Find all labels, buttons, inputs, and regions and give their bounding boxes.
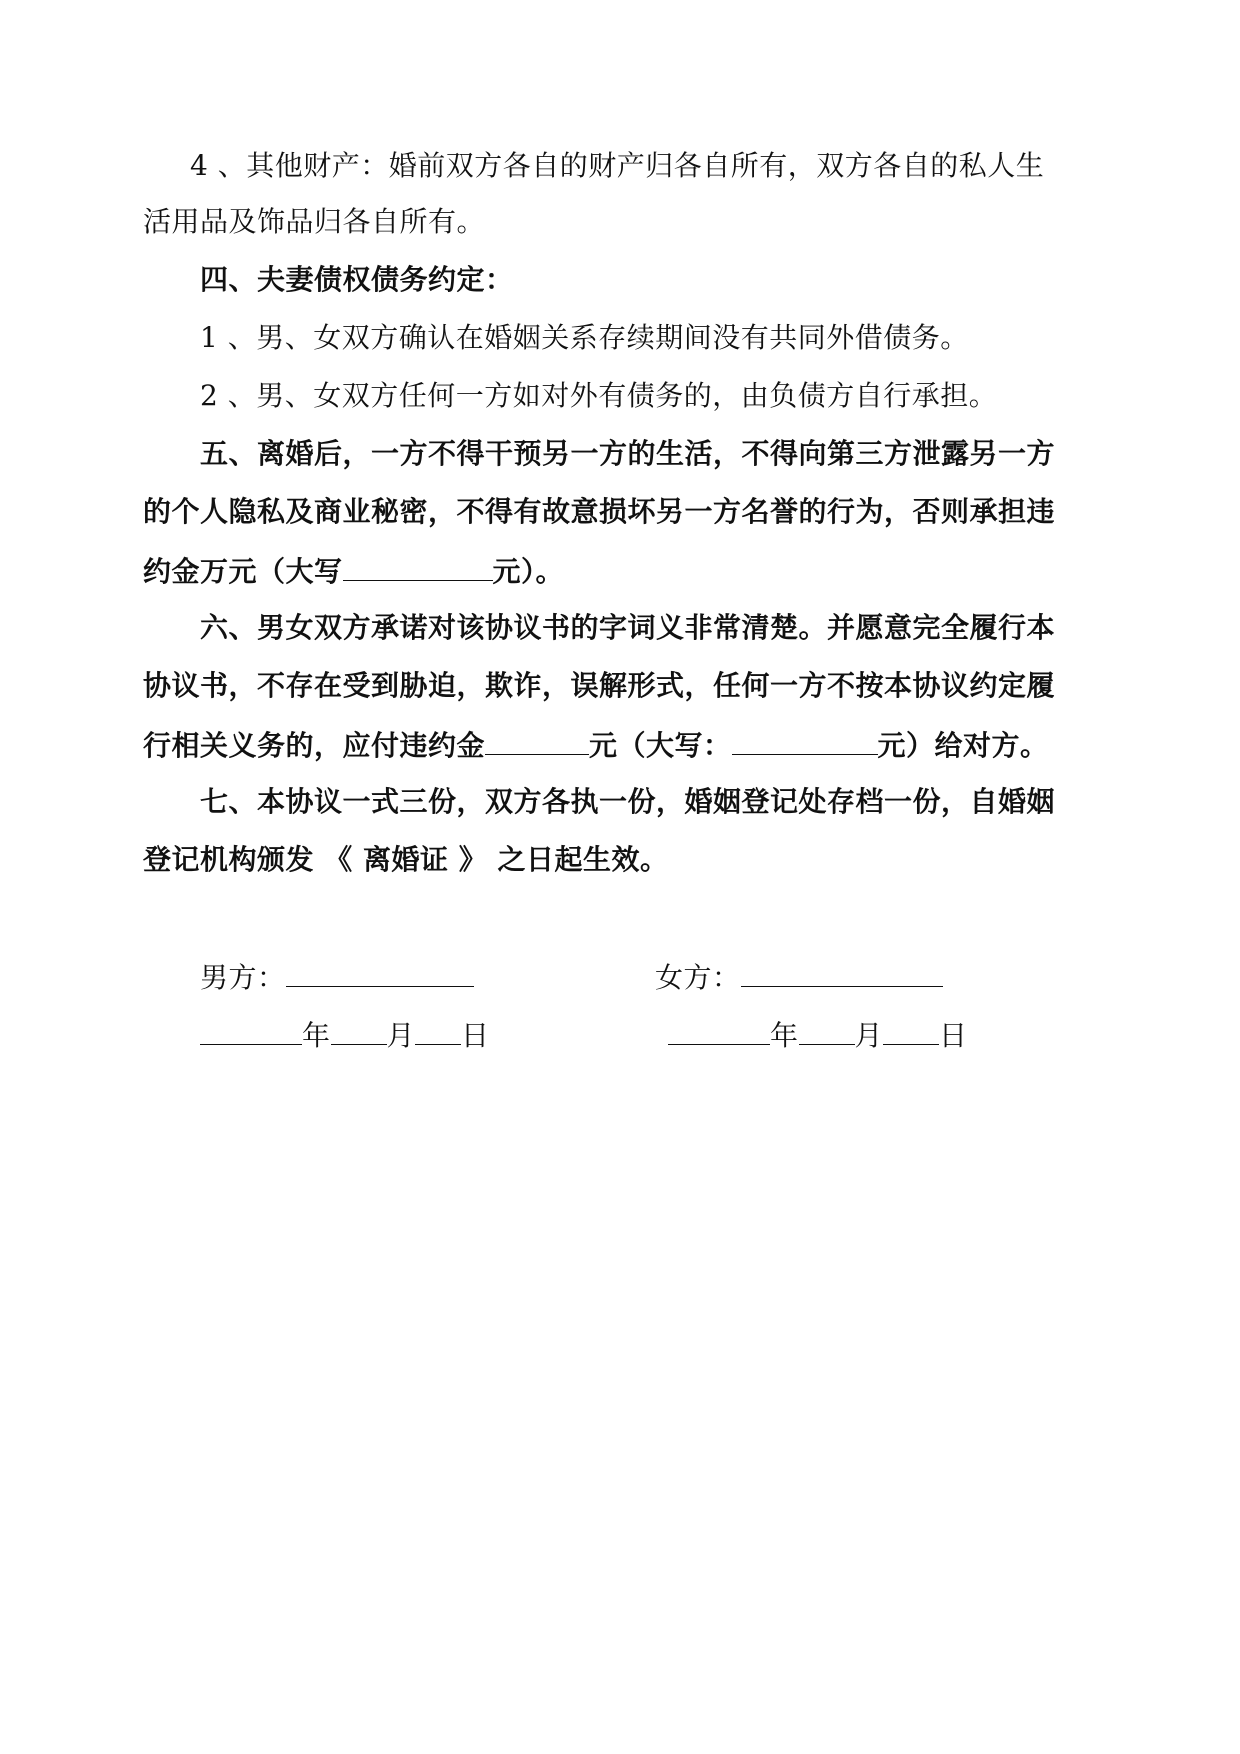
section5-line3: [143, 550, 1103, 592]
female-month-label: 月: [854, 1019, 884, 1052]
section6-line1: 六、男女双方承诺对该协议书的字词义非常清楚。并愿意完全履行本: [200, 611, 1056, 644]
section6-line3-text-c: 元）给对方。: [877, 729, 1049, 762]
male-day-blank[interactable]: [415, 1014, 461, 1045]
male-year-label: 年: [302, 1019, 331, 1052]
female-signature-line: [655, 956, 975, 998]
male-signature-blank[interactable]: [286, 956, 474, 987]
female-signature-blank[interactable]: [741, 956, 943, 987]
female-date-line: [668, 1014, 988, 1056]
section6-line3: [143, 724, 1103, 766]
item4-line2: 活用品及饰品归各自所有。: [143, 205, 486, 238]
female-day-label: 日: [939, 1019, 968, 1052]
item4-line1: 4 、其他财产：婚前双方各自的财产归各自所有，双方各自的私人生: [190, 149, 1045, 182]
section5-line3-text-a: 约金万元（大写: [143, 555, 343, 588]
section5-line3-text-b: 元）。: [492, 555, 565, 588]
section6-line2: 协议书，不存在受到胁迫，欺诈，误解形式，任何一方不按本协议约定履: [143, 669, 1056, 702]
section4-item1: 1 、男、女双方确认在婚姻关系存续期间没有共同外借债务。: [200, 321, 969, 354]
male-month-blank[interactable]: [331, 1014, 387, 1045]
male-signature-line: [200, 956, 520, 998]
female-year-blank[interactable]: [668, 1014, 770, 1045]
male-label: 男方：: [200, 961, 286, 994]
penalty-amount-blank[interactable]: [485, 724, 589, 755]
section6-line3-text-a: 行相关义务的，应付违约金: [143, 729, 486, 762]
male-date-line: [200, 1014, 520, 1056]
section5-line2: 的个人隐私及商业秘密，不得有故意损坏另一方名誉的行为，否则承担违: [143, 495, 1056, 528]
penalty-amount-uppercase-blank[interactable]: [343, 550, 493, 581]
female-year-label: 年: [770, 1019, 799, 1052]
penalty-uppercase-blank[interactable]: [732, 724, 878, 755]
male-day-label: 日: [461, 1019, 490, 1052]
section4-item2: 2 、男、女双方任何一方如对外有债务的，由负债方自行承担。: [200, 379, 998, 412]
female-month-blank[interactable]: [799, 1014, 855, 1045]
section7-line2: 登记机构颁发 《 离婚证 》 之日起生效。: [143, 843, 669, 876]
section4-heading: 四、夫妻债权债务约定：: [200, 263, 514, 296]
section6-line3-text-b: 元（大写：: [589, 729, 732, 762]
female-day-blank[interactable]: [883, 1014, 939, 1045]
section5-line1: 五、离婚后，一方不得干预另一方的生活，不得向第三方泄露另一方: [200, 437, 1056, 470]
male-month-label: 月: [386, 1019, 416, 1052]
female-label: 女方：: [655, 961, 741, 994]
male-year-blank[interactable]: [200, 1014, 302, 1045]
section7-line1: 七、本协议一式三份，双方各执一份，婚姻登记处存档一份，自婚姻: [200, 785, 1056, 818]
